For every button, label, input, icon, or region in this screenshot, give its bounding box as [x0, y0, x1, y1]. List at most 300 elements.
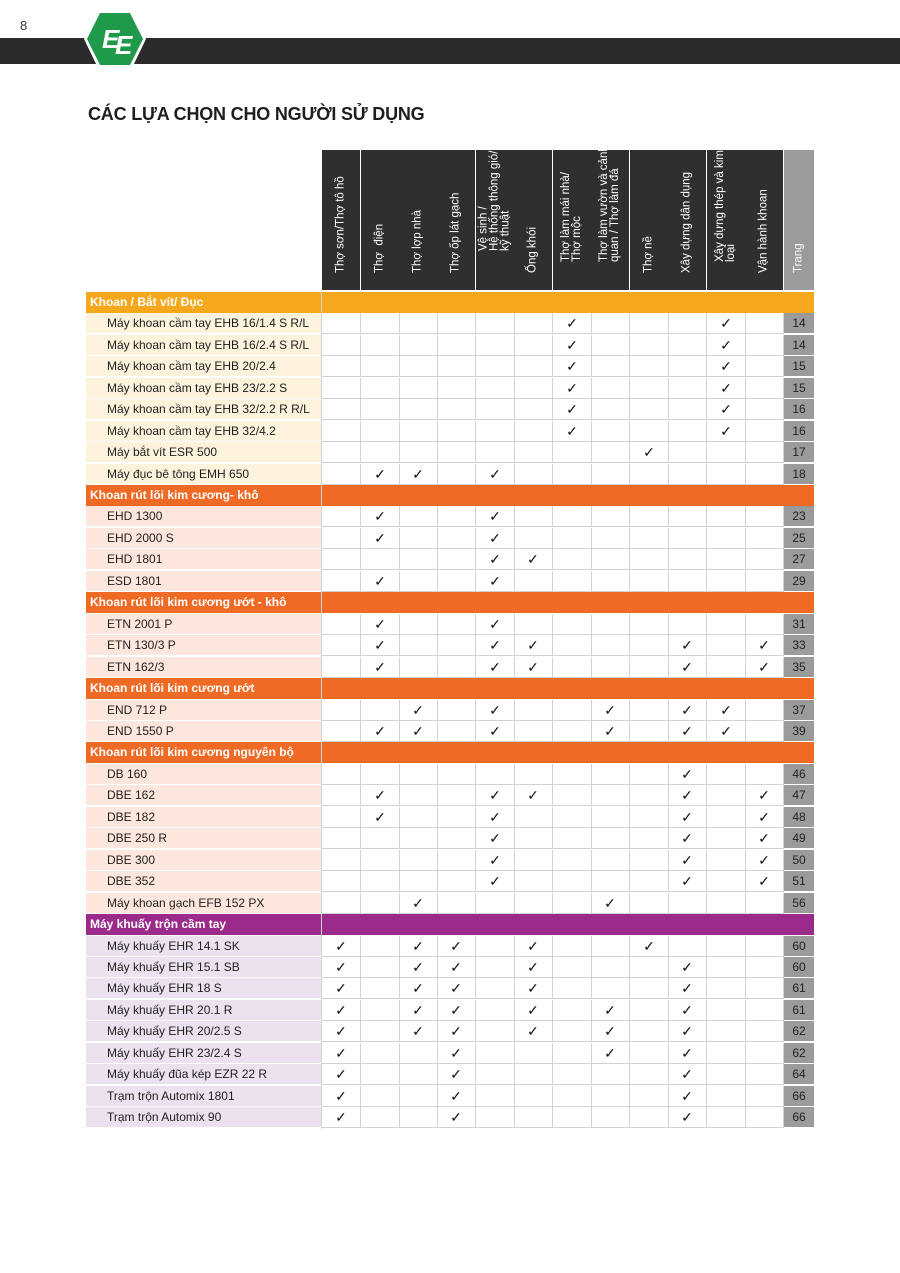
check-cell [630, 528, 669, 549]
check-cell [361, 549, 400, 570]
check-cell [322, 764, 361, 785]
check-mark-icon: ✓ [322, 978, 361, 999]
check-cell [322, 828, 361, 849]
check-cell [668, 442, 707, 463]
product-name: DBE 182 [107, 810, 156, 824]
product-name: DB 160 [107, 767, 148, 781]
check-cell [630, 957, 669, 978]
check-cell [476, 893, 515, 914]
check-cell [591, 871, 630, 892]
check-mark-icon: ✓ [668, 1000, 707, 1021]
table-row [86, 464, 814, 485]
check-cell [322, 378, 361, 399]
product-name: END 712 P [107, 703, 168, 717]
check-mark-icon: ✓ [361, 807, 400, 828]
check-cell [668, 614, 707, 635]
check-cell [322, 893, 361, 914]
page-ref: 60 [784, 936, 814, 957]
check-cell [745, 399, 784, 420]
check-cell [745, 378, 784, 399]
check-cell [745, 313, 784, 334]
check-mark-icon: ✓ [553, 378, 592, 399]
check-mark-icon: ✓ [437, 1064, 476, 1085]
check-cell [514, 1107, 553, 1128]
check-cell [437, 335, 476, 356]
check-mark-icon: ✓ [591, 1021, 630, 1042]
svg-text:E: E [102, 24, 120, 54]
page-number: 8 [20, 18, 28, 33]
column-header-label: Trang [792, 243, 805, 273]
check-mark-icon: ✓ [707, 421, 746, 442]
product-name: ETN 2001 P [107, 617, 173, 631]
check-cell [399, 549, 438, 570]
check-cell [553, 657, 592, 678]
check-cell [591, 1086, 630, 1107]
check-cell [707, 442, 746, 463]
check-cell [745, 549, 784, 570]
check-cell [668, 421, 707, 442]
check-cell [630, 1021, 669, 1042]
check-cell [399, 764, 438, 785]
check-cell [322, 442, 361, 463]
product-name-cell [86, 506, 321, 527]
check-cell [745, 1107, 784, 1128]
check-cell [322, 614, 361, 635]
check-cell [361, 1064, 400, 1085]
check-mark-icon: ✓ [668, 957, 707, 978]
product-name: ETN 162/3 [107, 660, 165, 674]
check-mark-icon: ✓ [322, 1043, 361, 1064]
check-mark-icon: ✓ [476, 657, 515, 678]
check-cell [476, 313, 515, 334]
table-row [86, 313, 814, 334]
page-ref: 39 [784, 721, 814, 742]
product-name: DBE 300 [107, 853, 156, 867]
column-header-4 [437, 150, 476, 290]
check-cell [437, 571, 476, 592]
product-name-cell [86, 635, 321, 656]
product-name: END 1550 P [107, 724, 174, 738]
check-cell [668, 549, 707, 570]
svg-text:E: E [115, 30, 133, 60]
check-cell [630, 657, 669, 678]
check-mark-icon: ✓ [361, 721, 400, 742]
check-cell [476, 335, 515, 356]
check-cell [668, 464, 707, 485]
column-header-label: Xây dựng dân dụng [680, 171, 693, 273]
check-cell [745, 700, 784, 721]
check-cell [437, 549, 476, 570]
check-cell [476, 399, 515, 420]
check-cell [707, 893, 746, 914]
check-cell [361, 764, 400, 785]
check-cell [591, 571, 630, 592]
check-cell [437, 421, 476, 442]
table-row [86, 571, 814, 592]
check-cell [514, 442, 553, 463]
product-name: Máy khoan cầm tay EHB 16/2.4 S R/L [107, 338, 310, 352]
check-cell [322, 785, 361, 806]
check-cell [361, 421, 400, 442]
table-row [86, 807, 814, 828]
check-cell [322, 356, 361, 377]
check-cell [745, 957, 784, 978]
check-cell [514, 1086, 553, 1107]
page-ref: 61 [784, 978, 814, 999]
check-cell [514, 399, 553, 420]
check-cell [553, 957, 592, 978]
page-ref: 47 [784, 785, 814, 806]
check-mark-icon: ✓ [514, 936, 553, 957]
check-mark-icon: ✓ [514, 1000, 553, 1021]
check-cell [553, 978, 592, 999]
check-cell [399, 571, 438, 592]
product-name-cell [86, 335, 321, 356]
category-header [86, 292, 814, 313]
check-cell [668, 378, 707, 399]
page-ref: 49 [784, 828, 814, 849]
table-row [86, 893, 814, 914]
product-name-cell [86, 785, 321, 806]
check-cell [591, 335, 630, 356]
check-cell [630, 1043, 669, 1064]
check-cell [399, 378, 438, 399]
page-ref: 16 [784, 421, 814, 442]
product-name-cell [86, 1021, 321, 1042]
check-cell [514, 893, 553, 914]
table-row [86, 871, 814, 892]
check-mark-icon: ✓ [476, 464, 515, 485]
check-cell [630, 464, 669, 485]
category-title: Máy khuấy trộn cầm tay [90, 917, 227, 932]
product-name: Máy khuấy EHR 18 S [107, 981, 222, 995]
page-ref: 17 [784, 442, 814, 463]
table-row [86, 399, 814, 420]
page-ref: 46 [784, 764, 814, 785]
check-cell [322, 528, 361, 549]
check-cell [591, 936, 630, 957]
check-mark-icon: ✓ [322, 1021, 361, 1042]
column-header-9 [630, 150, 669, 290]
check-cell [591, 378, 630, 399]
check-cell [591, 549, 630, 570]
check-mark-icon: ✓ [745, 828, 784, 849]
check-mark-icon: ✓ [553, 313, 592, 334]
check-cell [476, 356, 515, 377]
check-cell [745, 614, 784, 635]
check-mark-icon: ✓ [514, 957, 553, 978]
product-name-cell [86, 1000, 321, 1021]
check-mark-icon: ✓ [668, 764, 707, 785]
check-mark-icon: ✓ [476, 549, 515, 570]
check-mark-icon: ✓ [630, 442, 669, 463]
check-mark-icon: ✓ [399, 1021, 438, 1042]
check-cell [361, 850, 400, 871]
page-ref: 31 [784, 614, 814, 635]
check-mark-icon: ✓ [399, 721, 438, 742]
page-ref: 62 [784, 1021, 814, 1042]
check-cell [591, 850, 630, 871]
check-cell [399, 871, 438, 892]
check-cell [668, 356, 707, 377]
check-mark-icon: ✓ [553, 356, 592, 377]
table-row [86, 442, 814, 463]
check-mark-icon: ✓ [437, 1021, 476, 1042]
check-mark-icon: ✓ [399, 978, 438, 999]
check-cell [745, 1086, 784, 1107]
product-name: Máy khuấy EHR 20/2.5 S [107, 1024, 242, 1038]
check-cell [630, 828, 669, 849]
check-cell [707, 464, 746, 485]
check-mark-icon: ✓ [476, 635, 515, 656]
check-cell [707, 785, 746, 806]
product-name: DBE 352 [107, 874, 156, 888]
product-name: Máy khoan cầm tay EHB 32/4.2 [107, 424, 276, 438]
product-name-cell [86, 807, 321, 828]
table-row [86, 700, 814, 721]
page-ref: 23 [784, 506, 814, 527]
check-mark-icon: ✓ [745, 871, 784, 892]
table-row [86, 421, 814, 442]
check-cell [630, 571, 669, 592]
check-cell [630, 1107, 669, 1128]
check-cell [361, 313, 400, 334]
check-mark-icon: ✓ [476, 506, 515, 527]
check-cell [361, 828, 400, 849]
check-cell [514, 313, 553, 334]
product-name: EHD 1300 [107, 509, 163, 523]
check-cell [630, 1064, 669, 1085]
check-mark-icon: ✓ [437, 1107, 476, 1128]
page-ref: 18 [784, 464, 814, 485]
page-ref: 48 [784, 807, 814, 828]
check-cell [591, 421, 630, 442]
check-cell [437, 635, 476, 656]
check-cell [630, 335, 669, 356]
product-name: EHD 1801 [107, 552, 163, 566]
product-name-cell [86, 1107, 321, 1128]
check-mark-icon: ✓ [361, 464, 400, 485]
product-name-cell [86, 1064, 321, 1085]
product-name: Trạm trộn Automix 90 [107, 1110, 222, 1124]
column-header-label: Vận hành khoan [757, 189, 770, 273]
check-cell [745, 1021, 784, 1042]
table-row [86, 549, 814, 570]
check-cell [553, 1064, 592, 1085]
check-cell [399, 850, 438, 871]
check-cell [514, 378, 553, 399]
check-cell [437, 313, 476, 334]
check-cell [476, 1043, 515, 1064]
check-cell [630, 506, 669, 527]
check-cell [476, 1064, 515, 1085]
page-ref: 27 [784, 549, 814, 570]
check-cell [322, 657, 361, 678]
check-cell [361, 1000, 400, 1021]
check-cell [437, 871, 476, 892]
check-cell [476, 936, 515, 957]
check-mark-icon: ✓ [322, 936, 361, 957]
check-cell [630, 871, 669, 892]
check-mark-icon: ✓ [668, 785, 707, 806]
check-cell [437, 850, 476, 871]
table-row [86, 1000, 814, 1021]
product-name: ETN 130/3 P [107, 638, 176, 652]
check-cell [630, 1000, 669, 1021]
check-mark-icon: ✓ [668, 1043, 707, 1064]
check-cell [476, 1086, 515, 1107]
check-mark-icon: ✓ [514, 635, 553, 656]
check-cell [591, 313, 630, 334]
check-cell [591, 978, 630, 999]
column-header-7 [553, 150, 592, 290]
product-name-cell [86, 442, 321, 463]
product-name: Trạm trộn Automix 1801 [107, 1089, 235, 1103]
check-cell [591, 657, 630, 678]
check-cell [553, 1086, 592, 1107]
check-cell [399, 1064, 438, 1085]
column-header-10 [668, 150, 707, 290]
check-cell [707, 978, 746, 999]
check-cell [553, 785, 592, 806]
check-cell [553, 464, 592, 485]
check-mark-icon: ✓ [668, 978, 707, 999]
check-mark-icon: ✓ [707, 378, 746, 399]
product-name-cell [86, 978, 321, 999]
check-cell [668, 506, 707, 527]
page-ref: 14 [784, 335, 814, 356]
check-mark-icon: ✓ [668, 657, 707, 678]
check-cell [361, 700, 400, 721]
check-mark-icon: ✓ [476, 785, 515, 806]
check-cell [322, 700, 361, 721]
product-name: Máy khuấy đũa kép EZR 22 R [107, 1067, 268, 1081]
check-cell [745, 421, 784, 442]
check-mark-icon: ✓ [361, 635, 400, 656]
check-mark-icon: ✓ [668, 1086, 707, 1107]
product-name-cell [86, 850, 321, 871]
check-cell [553, 1021, 592, 1042]
check-cell [668, 936, 707, 957]
check-cell [322, 721, 361, 742]
check-cell [553, 1043, 592, 1064]
product-name: Máy khoan cầm tay EHB 16/1.4 S R/L [107, 316, 310, 330]
check-cell [361, 335, 400, 356]
check-mark-icon: ✓ [745, 657, 784, 678]
check-cell [553, 571, 592, 592]
check-cell [745, 506, 784, 527]
check-mark-icon: ✓ [707, 356, 746, 377]
check-cell [707, 807, 746, 828]
product-name: Máy khoan cầm tay EHB 20/2.4 [107, 359, 276, 373]
page-title: CÁC LỰA CHỌN CHO NGƯỜI SỬ DỤNG [88, 104, 425, 124]
category-title: Khoan rút lõi kim cương nguyên bộ [90, 745, 294, 760]
check-cell [322, 399, 361, 420]
page-ref: 64 [784, 1064, 814, 1085]
check-cell [399, 828, 438, 849]
check-cell [437, 657, 476, 678]
check-cell [630, 893, 669, 914]
check-mark-icon: ✓ [437, 1043, 476, 1064]
check-cell [399, 614, 438, 635]
check-cell [437, 721, 476, 742]
check-cell [591, 399, 630, 420]
check-cell [514, 700, 553, 721]
check-cell [437, 807, 476, 828]
check-cell [476, 1021, 515, 1042]
check-mark-icon: ✓ [553, 399, 592, 420]
check-cell [591, 614, 630, 635]
check-cell [476, 1107, 515, 1128]
check-cell [630, 700, 669, 721]
check-cell [322, 313, 361, 334]
table-row [86, 936, 814, 957]
check-cell [707, 1000, 746, 1021]
check-cell [707, 1107, 746, 1128]
category-header [86, 592, 814, 613]
check-cell [476, 378, 515, 399]
column-header-8 [591, 145, 630, 290]
check-mark-icon: ✓ [668, 828, 707, 849]
check-cell [476, 978, 515, 999]
check-mark-icon: ✓ [745, 635, 784, 656]
column-header-page [784, 150, 815, 290]
product-name-cell [86, 571, 321, 592]
product-name: Máy đục bê tông EMH 650 [107, 467, 250, 481]
check-cell [514, 421, 553, 442]
check-cell [322, 807, 361, 828]
page-ref: 60 [784, 957, 814, 978]
check-cell [630, 421, 669, 442]
check-mark-icon: ✓ [745, 785, 784, 806]
check-cell [553, 635, 592, 656]
page-ref: 15 [784, 378, 814, 399]
table-row [86, 528, 814, 549]
check-mark-icon: ✓ [476, 700, 515, 721]
page-ref: 66 [784, 1107, 814, 1128]
check-mark-icon: ✓ [476, 828, 515, 849]
check-cell [591, 1064, 630, 1085]
product-name: Máy khuấy EHR 20.1 R [107, 1003, 233, 1017]
check-mark-icon: ✓ [668, 1107, 707, 1128]
check-cell [514, 614, 553, 635]
product-name-cell [86, 764, 321, 785]
check-cell [553, 528, 592, 549]
check-mark-icon: ✓ [361, 785, 400, 806]
check-cell [361, 399, 400, 420]
check-cell [514, 828, 553, 849]
product-name-cell [86, 1043, 321, 1064]
check-cell [630, 614, 669, 635]
check-mark-icon: ✓ [591, 1000, 630, 1021]
check-cell [361, 1107, 400, 1128]
check-cell [707, 764, 746, 785]
table-row [86, 635, 814, 656]
check-mark-icon: ✓ [514, 657, 553, 678]
table-row [86, 506, 814, 527]
check-cell [437, 378, 476, 399]
check-cell [361, 978, 400, 999]
check-cell [553, 850, 592, 871]
check-cell [437, 356, 476, 377]
table-row [86, 1107, 814, 1128]
check-cell [322, 571, 361, 592]
check-cell [668, 893, 707, 914]
check-cell [707, 571, 746, 592]
check-cell [591, 442, 630, 463]
check-mark-icon: ✓ [553, 335, 592, 356]
check-mark-icon: ✓ [668, 807, 707, 828]
